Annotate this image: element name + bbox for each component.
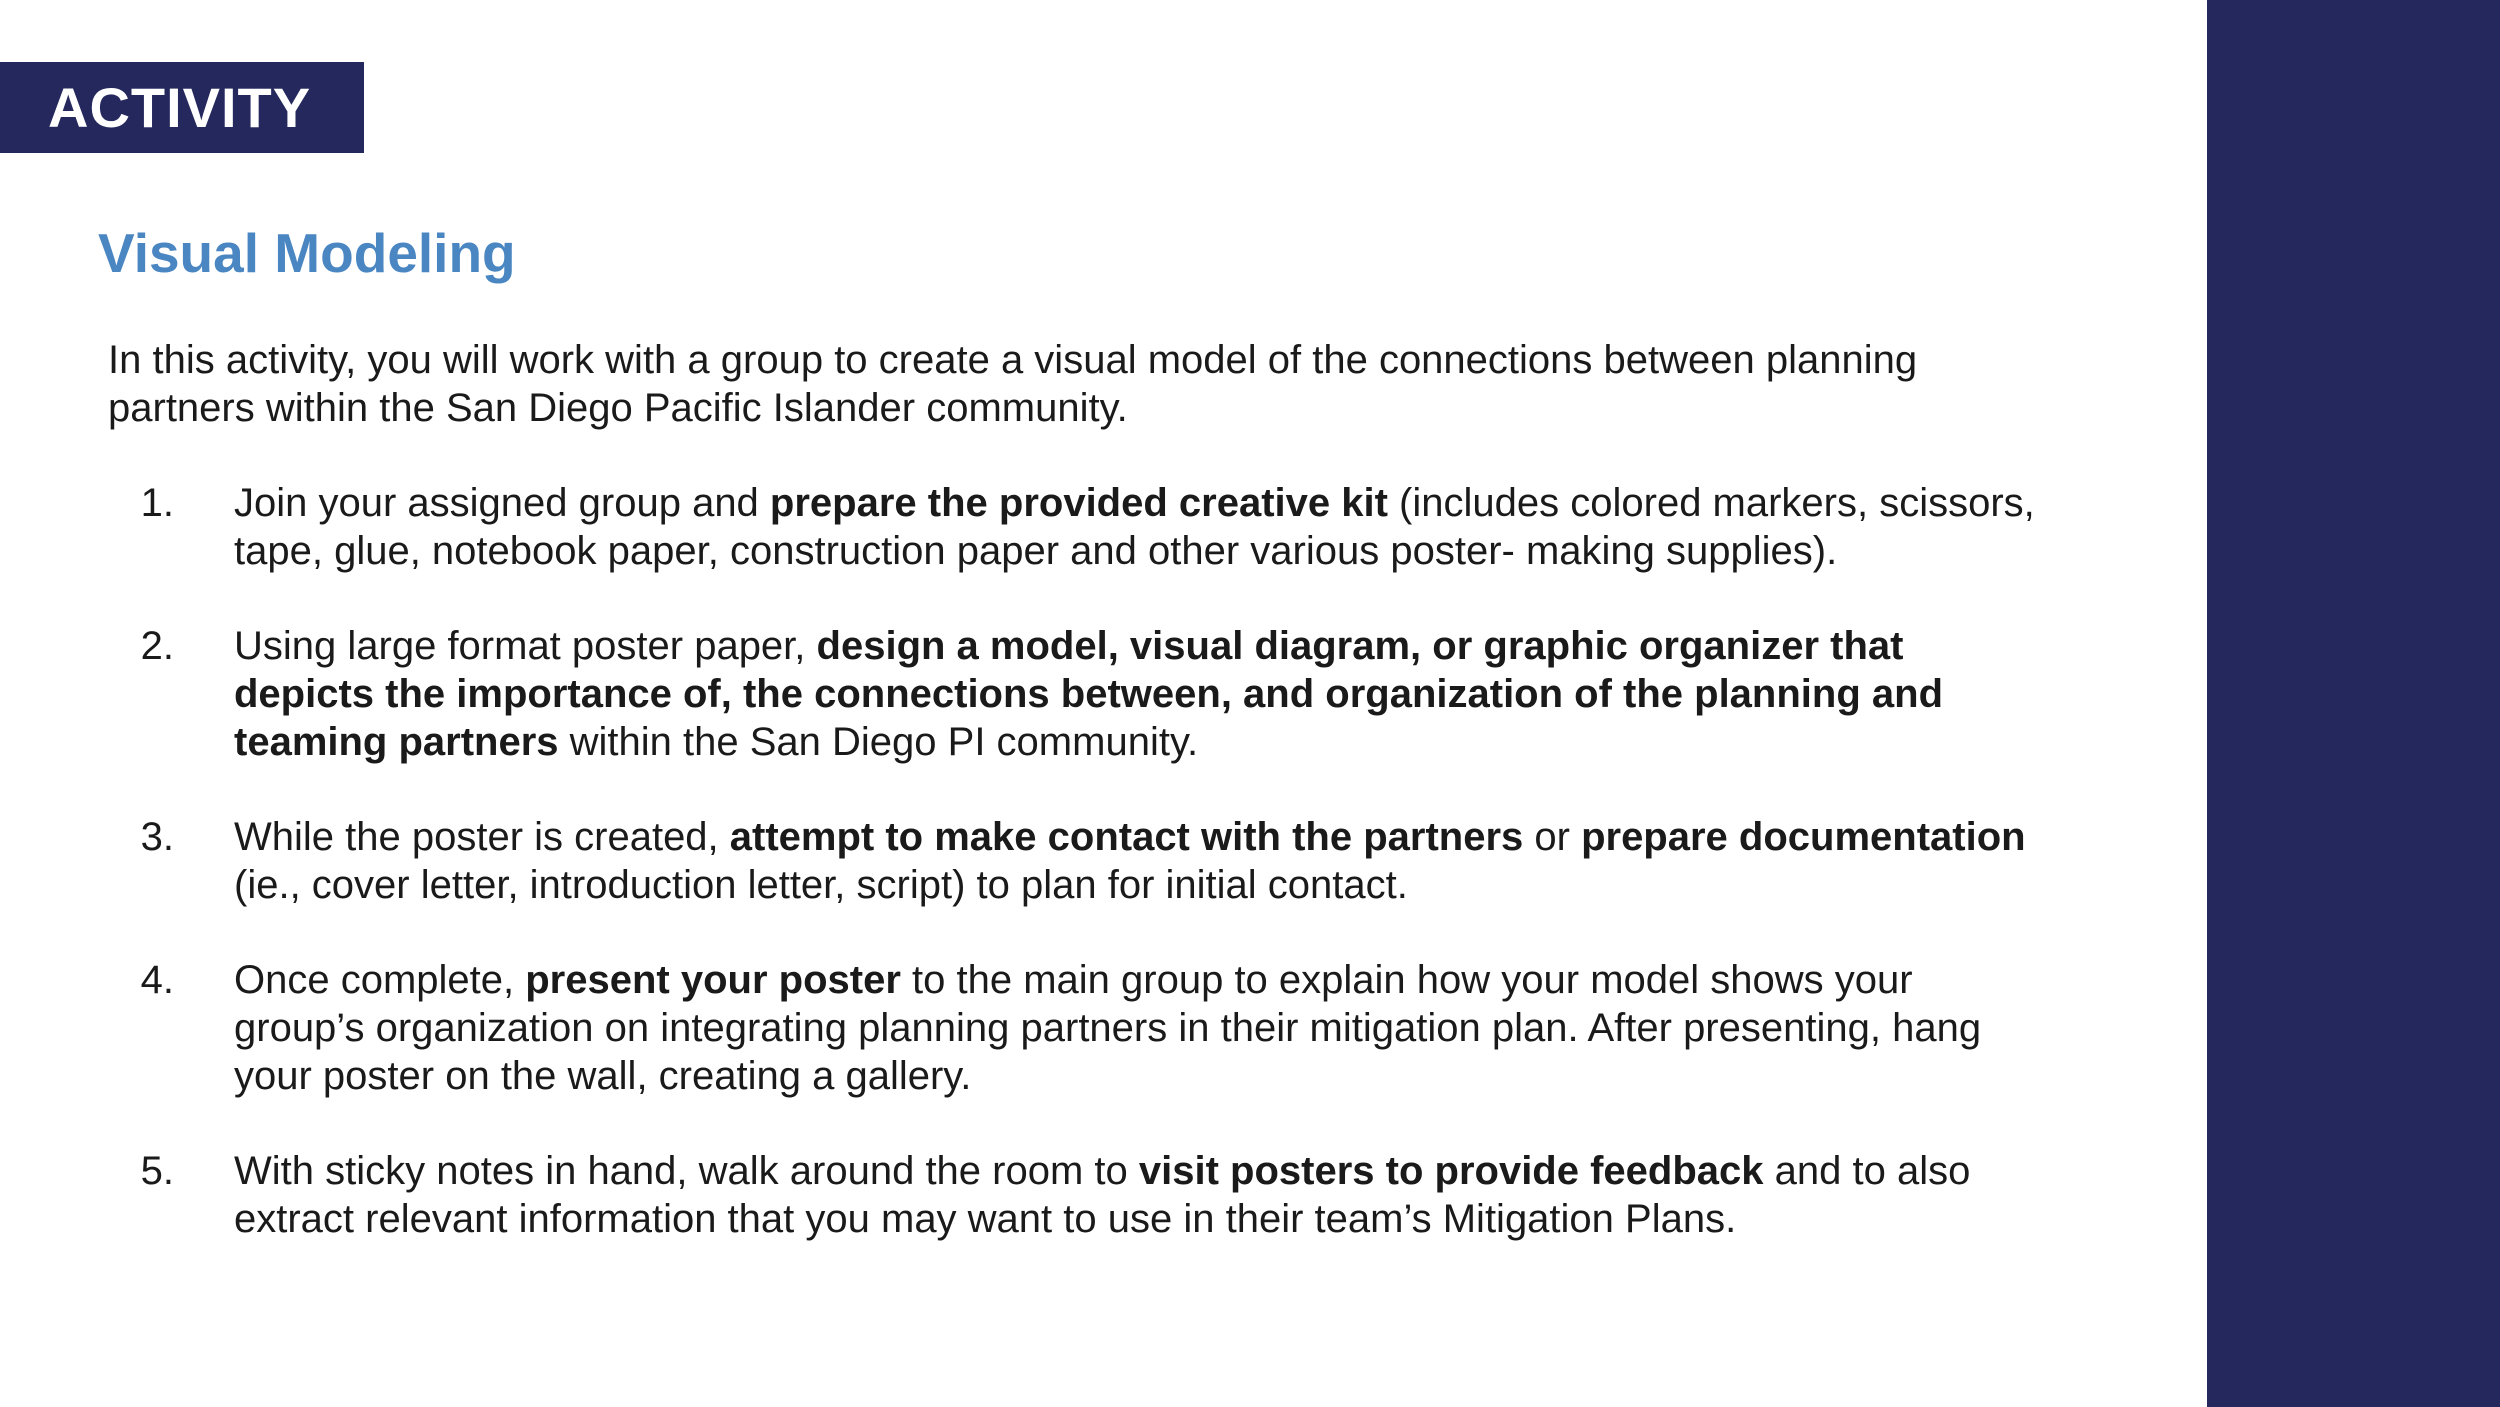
slide-title: Visual Modeling xyxy=(98,222,516,284)
step-number: 5. xyxy=(140,1149,174,1193)
step-text: With sticky notes in hand, walk around the room to visit posters to provide feedback and to also extract relevant information that you may want to use in their team’s Mitigation Plans. xyxy=(234,1149,1971,1241)
step-item xyxy=(108,1147,2038,1243)
step-text: While the poster is created, attempt to make contact with the partners or prepare documentation (ie., cover letter, introduction letter, script) to plan for initial contact. xyxy=(234,815,2026,907)
step-text: Once complete, present your poster to the main group to explain how your model shows your group’s organization on integrating planning partners in their mitigation plan. After presenting, hang your poster on the wall, creating a gallery. xyxy=(234,958,1982,1098)
step-text: Using large format poster paper, design a model, visual diagram, or graphic organizer that depicts the importance of, the connections between, and organization of the planning and teaming partners within the San Diego PI community. xyxy=(234,624,1944,764)
step-item xyxy=(108,956,2038,1100)
step-number: 1. xyxy=(140,481,174,525)
step-item xyxy=(108,479,2038,575)
step-number: 4. xyxy=(140,958,174,1002)
side-panel xyxy=(2207,0,2500,1407)
intro-paragraph: In this activity, you will work with a group to create a visual model of the connections between planning partners within the San Diego Pacific Islander community. xyxy=(108,338,1918,430)
step-number: 3. xyxy=(140,815,174,859)
step-item xyxy=(108,813,2038,909)
step-number: 2. xyxy=(140,624,174,668)
activity-tag: ACTIVITY xyxy=(0,62,364,153)
steps-list xyxy=(108,479,2038,1290)
step-item xyxy=(108,622,2038,766)
step-text: Join your assigned group and prepare the provided creative kit (includes colored markers, scissors, tape, glue, notebook paper, construction paper and other various poster- making supplies). xyxy=(234,481,2035,573)
